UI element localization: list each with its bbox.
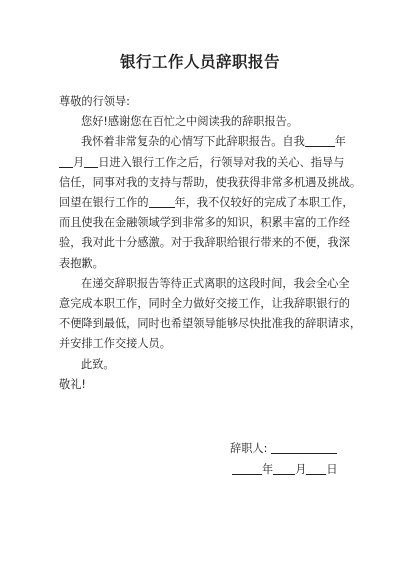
letter-body xyxy=(59,92,362,395)
paragraph-greeting: 您好!感谢您在百忙之中阅读我的辞职报告。 xyxy=(81,115,299,129)
paragraph-line: 不便降到最低，同时也希望领导能够尽快批准我的辞职请求， xyxy=(59,317,362,331)
salutation: 尊敬的行领导: xyxy=(59,95,130,108)
paragraph-text: 年，我不仅较好的完成了本职工作， xyxy=(174,196,354,210)
date-month-label: 月 xyxy=(295,463,307,476)
paragraph-text: 我怀着非常复杂的心情写下此辞职报告。自我 xyxy=(81,135,305,149)
paragraph-line: 表抱歉。 xyxy=(59,256,104,270)
paragraph-gratitude xyxy=(59,132,362,273)
date-year-label: 年 xyxy=(262,463,274,476)
paragraph-text: 年 xyxy=(334,135,346,149)
paragraph-line: 并安排工作交接人员。 xyxy=(59,337,171,351)
paragraph-text: 日进入银行工作之后，行领导对我的关心、指导与 xyxy=(98,155,345,169)
paragraph-handover xyxy=(59,274,362,355)
signature-label: 辞职人: xyxy=(230,442,268,455)
paragraph-line: 在递交辞职报告等待正式离职的这段时间，我会全心全 xyxy=(81,276,350,290)
regards: 敬礼! xyxy=(59,377,86,391)
date-month-blank xyxy=(273,462,295,475)
date-line xyxy=(232,461,338,477)
document-title: 银行工作人员辞职报告 xyxy=(119,53,280,71)
year-blank xyxy=(305,134,335,147)
month-blank xyxy=(59,155,73,168)
paragraph-line: 信任，同事对我的支持与帮助，使我获得非常多机遇及挑战。 xyxy=(59,175,362,189)
day-blank xyxy=(84,155,98,168)
paragraph-line: 意完成本职工作，同时全力做好交接工作，让我辞职银行的 xyxy=(59,297,350,311)
paragraph-line: 验，我对此十分感激。对于我辞职给银行带来的不便，我深 xyxy=(59,236,350,250)
paragraph-text: 回望在银行工作的 xyxy=(59,196,149,210)
paragraph-line: 而且使我在金融领域学到非常多的知识，积累丰富的工作经 xyxy=(59,216,350,230)
years-worked-blank xyxy=(149,195,175,208)
signature-line xyxy=(230,440,337,456)
signature-blank xyxy=(271,441,337,454)
date-day-label: 日 xyxy=(326,463,338,476)
date-year-blank xyxy=(232,462,262,475)
closing: 此致。 xyxy=(81,357,115,371)
date-day-blank xyxy=(306,462,326,475)
paragraph-text: 月 xyxy=(73,155,85,169)
